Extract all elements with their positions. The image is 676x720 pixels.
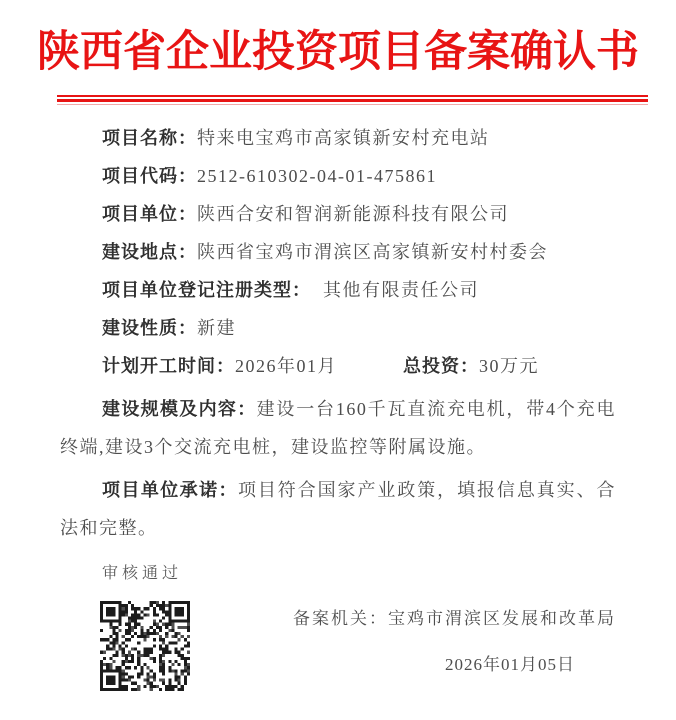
field-value: 新建 <box>197 318 236 338</box>
paragraph-label: 项目单位承诺： <box>102 480 238 500</box>
field-value: 陕西省宝鸡市渭滨区高家镇新安村村委会 <box>197 242 548 262</box>
start-time-value: 2026年01月 <box>235 356 337 376</box>
footer-block <box>0 588 676 720</box>
field-construction-site <box>60 233 616 271</box>
field-label: 建设地点： <box>102 242 197 262</box>
filing-authority-label: 备案机关： <box>293 609 388 628</box>
field-label: 建设性质： <box>102 318 197 338</box>
field-value: 其他有限责任公司 <box>311 280 479 300</box>
field-label: 项目代码： <box>102 166 197 186</box>
qr-code-icon <box>100 601 190 691</box>
start-time-label: 计划开工时间： <box>102 356 235 376</box>
total-investment-label: 总投资： <box>403 356 479 376</box>
field-label: 项目单位： <box>102 204 197 224</box>
title-double-rule <box>57 95 648 105</box>
field-project-code <box>60 157 616 195</box>
qr-code-svg <box>100 601 190 691</box>
field-value: 2512-610302-04-01-475861 <box>197 166 437 186</box>
total-investment-value: 30万元 <box>479 356 539 376</box>
field-schedule-and-investment <box>60 347 616 385</box>
review-status: 审核通过 <box>102 565 183 582</box>
field-label: 项目名称： <box>102 128 197 148</box>
field-project-unit <box>60 195 616 233</box>
paragraph-value: 项目符合国家产业政策，填报信息真实、合法和完整。 <box>60 480 617 538</box>
field-project-name <box>60 119 616 157</box>
filing-authority-name: 宝鸡市渭滨区发展和改革局 <box>388 609 616 628</box>
field-construction-nature <box>60 309 616 347</box>
paragraph-label: 建设规模及内容： <box>102 399 257 419</box>
field-value: 陕西合安和智润新能源科技有限公司 <box>197 204 509 224</box>
document-body <box>0 119 676 589</box>
field-registration-type <box>60 271 616 309</box>
paragraph-unit-commitment <box>60 471 616 547</box>
field-value: 特来电宝鸡市高家镇新安村充电站 <box>197 128 490 148</box>
document-title: 陕西省企业投资项目备案确认书 <box>37 29 639 76</box>
filing-date: 2026年01月05日 <box>445 655 575 674</box>
field-label: 项目单位登记注册类型： <box>102 280 311 300</box>
paragraph-value: 建设一台160千瓦直流充电机，带4个充电终端,建设3个交流充电桩，建设监控等附属设施。 <box>60 399 617 457</box>
paragraph-construction-scale <box>60 390 616 466</box>
filing-authority-line <box>293 607 616 631</box>
